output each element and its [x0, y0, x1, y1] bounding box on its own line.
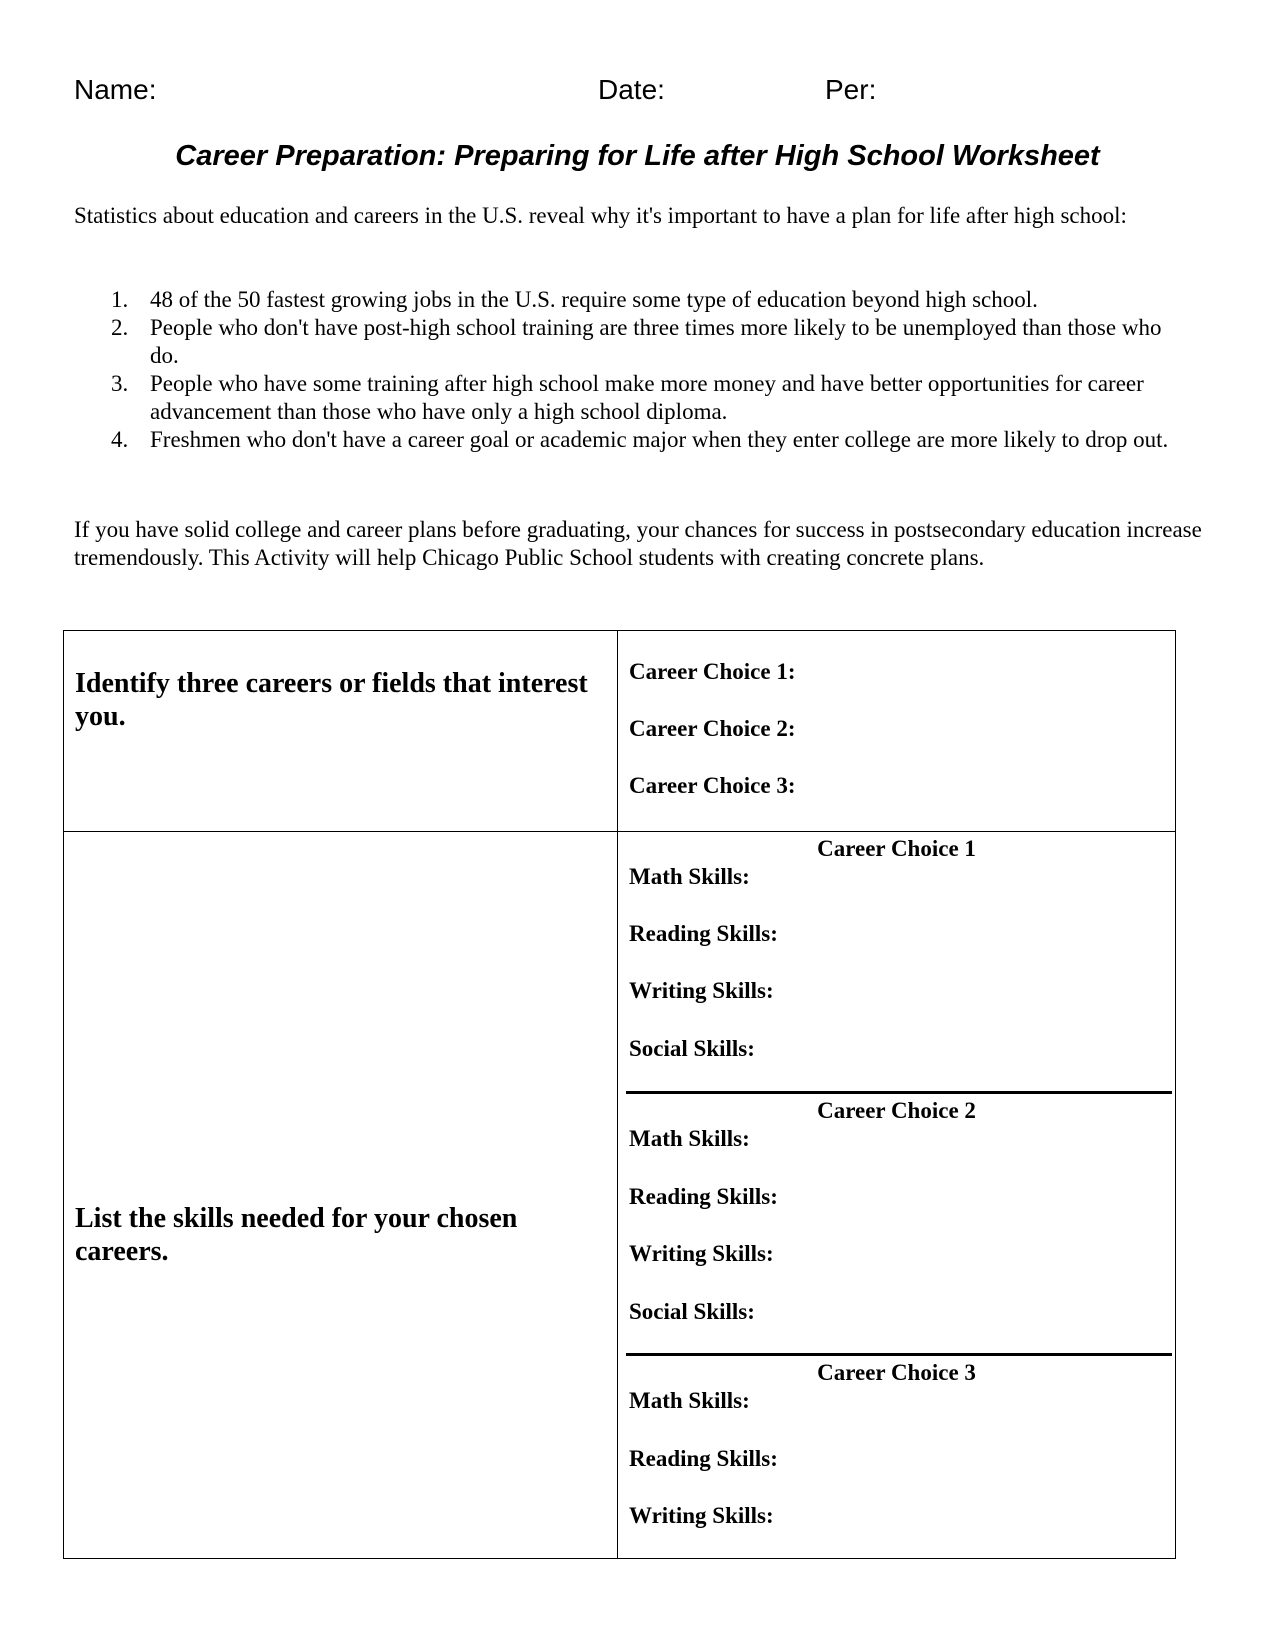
career-choice-2-heading: Career Choice 2: [817, 1098, 976, 1123]
fact-text: Freshmen who don't have a career goal or academic major when they enter college are more likely to drop out.: [150, 427, 1169, 452]
fact-item: [74, 286, 1194, 314]
fact-item: [74, 426, 1194, 454]
row-divider: [64, 831, 1175, 832]
fact-number: 4.: [111, 427, 129, 452]
section-divider: [626, 1091, 1172, 1094]
facts-list: [74, 286, 1194, 454]
list-skills-prompt: List the skills needed for your chosen careers.: [75, 1203, 518, 1267]
worksheet-table: [63, 630, 1176, 1559]
reading-skills-field: Reading Skills:: [629, 921, 778, 946]
name-label: Name:: [74, 74, 157, 105]
career-choice-3-field: Career Choice 3:: [629, 773, 796, 798]
reading-skills-field: Reading Skills:: [629, 1446, 778, 1471]
identify-careers-prompt: Identify three careers or fields that interest you.: [75, 668, 588, 732]
career-choice-1-field: Career Choice 1:: [629, 659, 796, 684]
social-skills-field: Social Skills:: [629, 1299, 755, 1324]
math-skills-field: Math Skills:: [629, 1388, 750, 1413]
fact-text: People who don't have post-high school training are three times more likely to be unemployed than those who do.: [150, 315, 1162, 368]
social-skills-field: Social Skills:: [629, 1036, 755, 1061]
career-choice-2-field: Career Choice 2:: [629, 716, 796, 741]
fact-item: [74, 314, 1194, 370]
fact-number: 3.: [111, 371, 129, 396]
date-label: Date:: [598, 74, 665, 105]
intro-paragraph: Statistics about education and careers in the U.S. reveal why it's important to have a plan for life after high school:: [74, 203, 1127, 228]
fact-number: 1.: [111, 287, 129, 312]
career-choice-3-heading: Career Choice 3: [817, 1360, 976, 1385]
career-choice-1-heading: Career Choice 1: [817, 836, 976, 861]
fact-item: [74, 370, 1194, 426]
fact-text: 48 of the 50 fastest growing jobs in the U.S. require some type of education beyond high school.: [150, 287, 1038, 312]
writing-skills-field: Writing Skills:: [629, 1503, 774, 1528]
closing-paragraph: If you have solid college and career plans before graduating, your chances for success in postsecondary education increase tremendously. This Activity will help Chicago Public School students with creating concrete plans.: [74, 517, 1202, 570]
fact-text: People who have some training after high school make more money and have better opportunities for career advancement than those who have only a high school diploma.: [150, 371, 1144, 424]
math-skills-field: Math Skills:: [629, 864, 750, 889]
writing-skills-field: Writing Skills:: [629, 978, 774, 1003]
fact-number: 2.: [111, 315, 129, 340]
reading-skills-field: Reading Skills:: [629, 1184, 778, 1209]
writing-skills-field: Writing Skills:: [629, 1241, 774, 1266]
worksheet-title: Career Preparation: Preparing for Life after High School Worksheet: [175, 140, 1100, 172]
period-label: Per:: [825, 74, 877, 105]
math-skills-field: Math Skills:: [629, 1126, 750, 1151]
section-divider: [626, 1353, 1172, 1356]
column-divider: [617, 631, 618, 1558]
